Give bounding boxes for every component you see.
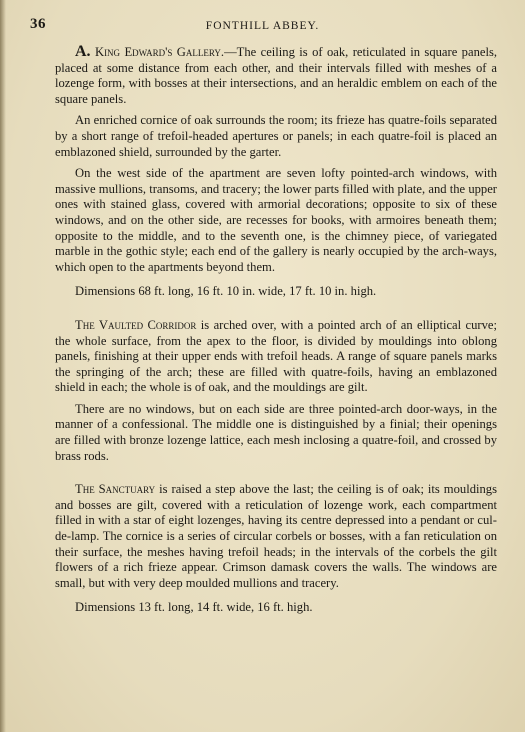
sanctuary-heading: The Sanctuary [75, 482, 156, 497]
corridor-paragraph-2: There are no windows, but on each side are three pointed-arch door-ways, in the manner of a confessional. The middle one is distinguished by a finial; their openings are filled with bronze lozenge lattice, each mesh inclosing a quatre-foil, and crossed by brass rods. [55, 401, 497, 463]
body-text [55, 44, 497, 616]
corridor-paragraph-1 [55, 318, 497, 396]
gallery-paragraph-2: An enriched cornice of oak surrounds the room; its frieze has quatre-foils separated by a short range of trefoil-headed apertures or panels; in each quatre-foil is placed an emblazoned shield, surrounded by the garter. [55, 113, 497, 159]
corridor-heading: The Vaulted Corridor [75, 317, 197, 332]
sanctuary-text-1: is raised a step above the last; the ceiling is of oak; its mouldings and bosses are gilt, covered with a reticulation of lozenge work, each compartment filled in with a star of eight lozenges, having its centre depressed into a pendant or cul-de-lamp. The cornice is a series of circular corbels or bosses, with a fan reticulation on their surface, the meshes having trefoil heads; in the intervals of the corbels the gilt flowers of a rich frieze appear. Crimson damask covers the walls. The windows are small, but with very deep moulded mullions and tracery. [55, 482, 497, 590]
gallery-dimensions: Dimensions 68 ft. long, 16 ft. 10 in. wide, 17 ft. 10 in. high. [75, 284, 377, 299]
sanctuary-paragraph-1 [55, 482, 497, 591]
gallery-paragraph-3: On the west side of the apartment are seven lofty pointed-arch windows, with massive mullions, transoms, and tracery; the lower parts filled with plate, and the upper ones with stained glass, covered with armorial decorations; opposite to six of these windows, and on the other side, are recesses for books, with armoires beneath them; opposite to the middle, and to the seventh one, is the chimney piece, of variegated marble in the gothic style; each end of the gallery is nearly occupied by the arch-ways, which open to the apartments beyond them. [55, 166, 497, 274]
corridor-text-1: is arched over, with a pointed arch of an elliptical curve; the whole surface, from the apex to the floor, is divided by mouldings into oblong panels, finishing at their upper ends with trefoil heads. A range of square panels marks the springing of the arch; these are filled with quatre-foils, having an emblazoned shield in each; the whole is of oak, and the mouldings are gilt. [55, 317, 497, 395]
running-title: FONTHILL ABBEY. [205, 20, 320, 32]
gallery-heading: King Edward's Gallery. [94, 45, 225, 59]
section-letter: A. [75, 43, 91, 60]
page-number: 36 [30, 16, 46, 32]
gallery-paragraph-1 [55, 44, 497, 107]
sanctuary-dimensions: Dimensions 13 ft. long, 14 ft. wide, 16 ft. high. [75, 600, 313, 615]
gallery-text-1: —The ceiling is of oak, reticulated in square panels, placed at some distance from each other, and their intervals filled with meshes of a lozenge form, with bosses at their intersections, and an heraldic emblem on each of the square panels. [55, 45, 497, 106]
